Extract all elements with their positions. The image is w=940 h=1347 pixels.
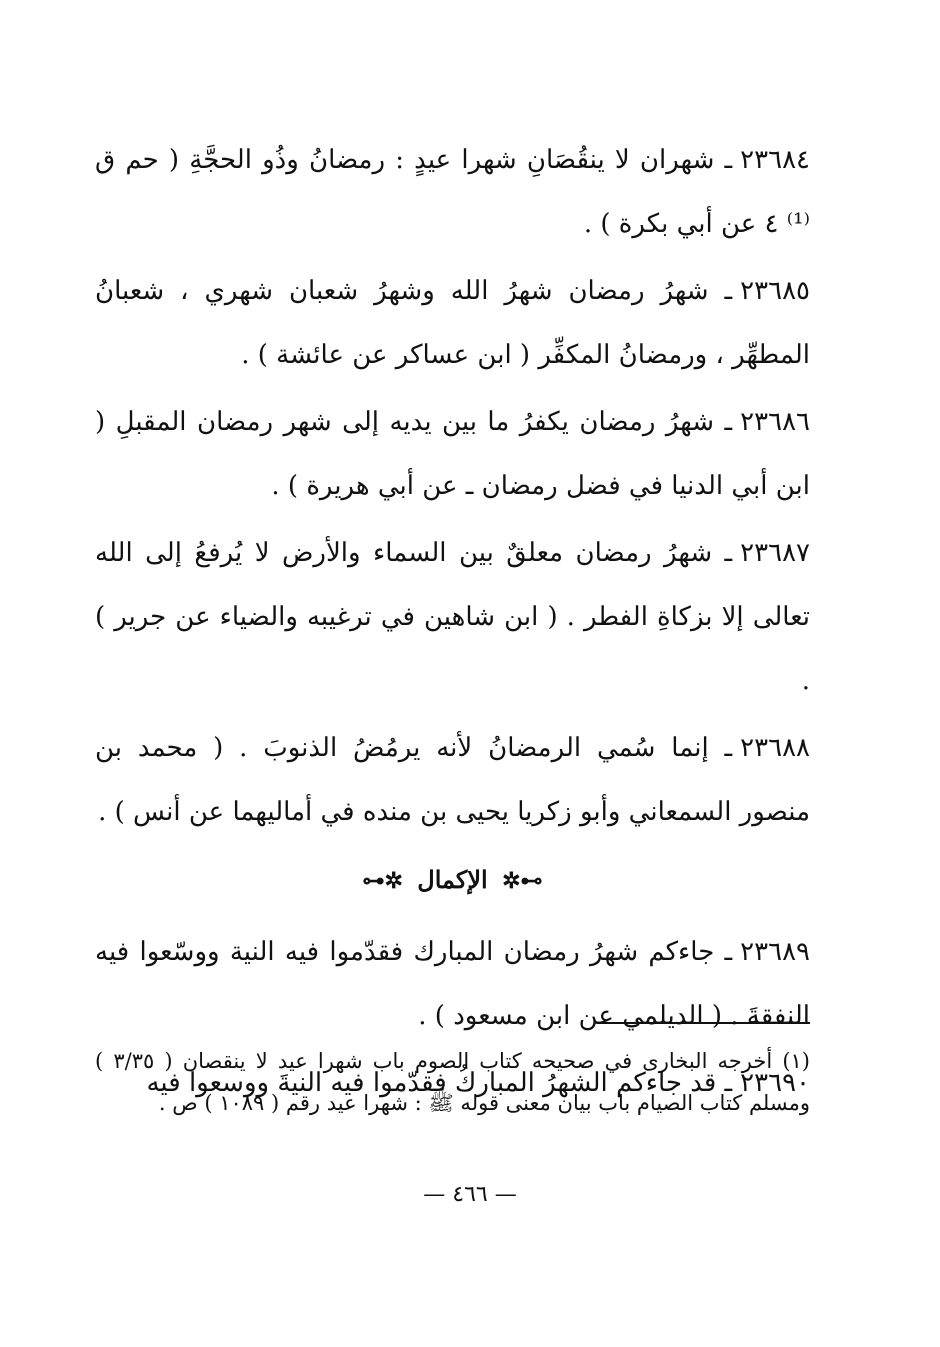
page-number: — ٤٦٦ — xyxy=(423,1182,517,1207)
section-title: الإكمال xyxy=(417,865,488,894)
hadith-text: ـ جاءكم شهرُ رمضان المبارك فقدّموا فيه النية ووسّعوا فيه النفقةَ . ( الديلمي عن ابن مسعود ) . xyxy=(95,937,810,1031)
hadith-entry xyxy=(95,521,810,713)
hadith-number: ٢٣٦٨٦ xyxy=(740,407,810,437)
hadith-number: ٢٣٦٨٩ xyxy=(740,937,810,967)
hadith-text: ـ إنما سُمي الرمضانُ لأنه يرمُضُ الذنوبَ . ( محمد بن منصور السمعاني وأبو زكريا يحيى بن منده في أماليهما عن أنس ) . xyxy=(95,733,810,827)
hadith-entry xyxy=(95,128,810,256)
hadith-entry xyxy=(95,390,810,518)
hadith-text: ـ شهرُ رمضان معلقٌ بين السماء والأرض لا يُرفعُ إلى الله تعالى إلا بزكاةِ الفطر . ( ابن شاهين في ترغيبه والضياء عن جرير ) . xyxy=(95,538,810,696)
hadith-text: ـ شهرُ رمضان يكفرُ ما بين يديه إلى شهر رمضان المقبلِ ( ابن أبي الدنيا في فضل رمضان ـ عن أبي هريرة ) . xyxy=(95,407,810,501)
hadith-entry xyxy=(95,920,810,1048)
hadith-text: ـ شهرُ رمضان شهرُ الله وشهرُ شعبان شهري ، شعبانُ المطهِّر ، ورمضانُ المكفِّر ( ابن عساكر عن عائشة ) . xyxy=(95,276,810,370)
footnote: (١) أخرجه البخارى في صحيحه كتاب الصوم باب شهرا عيد لا ينقصان ( ٣/٣٥ ) ومسلم كتاب الصيام باب بيان معنى قوله ﷺ : شهرا عيد رقم ( ١٠٨٩ ) ص . xyxy=(95,1049,810,1115)
hadith-number: ٢٣٦٨٥ xyxy=(740,276,810,306)
hadith-entry xyxy=(95,716,810,844)
hadith-text: ـ شهران لا ينقُصَانِ شهرا عيدٍ : رمضانُ وذُو الحجَّةِ ( حم ق ⁽¹⁾ ٤ عن أبي بكرة ) . xyxy=(95,145,810,239)
footnote-divider xyxy=(597,1022,810,1024)
section-heading xyxy=(95,848,810,912)
page-body xyxy=(95,128,810,1118)
hadith-number: ٢٣٦٨٧ xyxy=(740,538,810,568)
hadith-entry xyxy=(95,259,810,387)
hadith-number: ٢٣٦٩٠ xyxy=(740,1068,810,1098)
ornament-right-icon: ⊶✲ xyxy=(502,868,543,894)
hadith-number: ٢٣٦٨٨ xyxy=(740,733,810,763)
hadith-number: ٢٣٦٨٤ xyxy=(740,145,810,175)
hadith-text: ـ قد جاءكم الشهرُ المباركُ فقدّموا فيه النيةَ ووسعوا فيه xyxy=(146,1068,733,1098)
ornament-left-icon: ✲⊷ xyxy=(362,868,403,894)
